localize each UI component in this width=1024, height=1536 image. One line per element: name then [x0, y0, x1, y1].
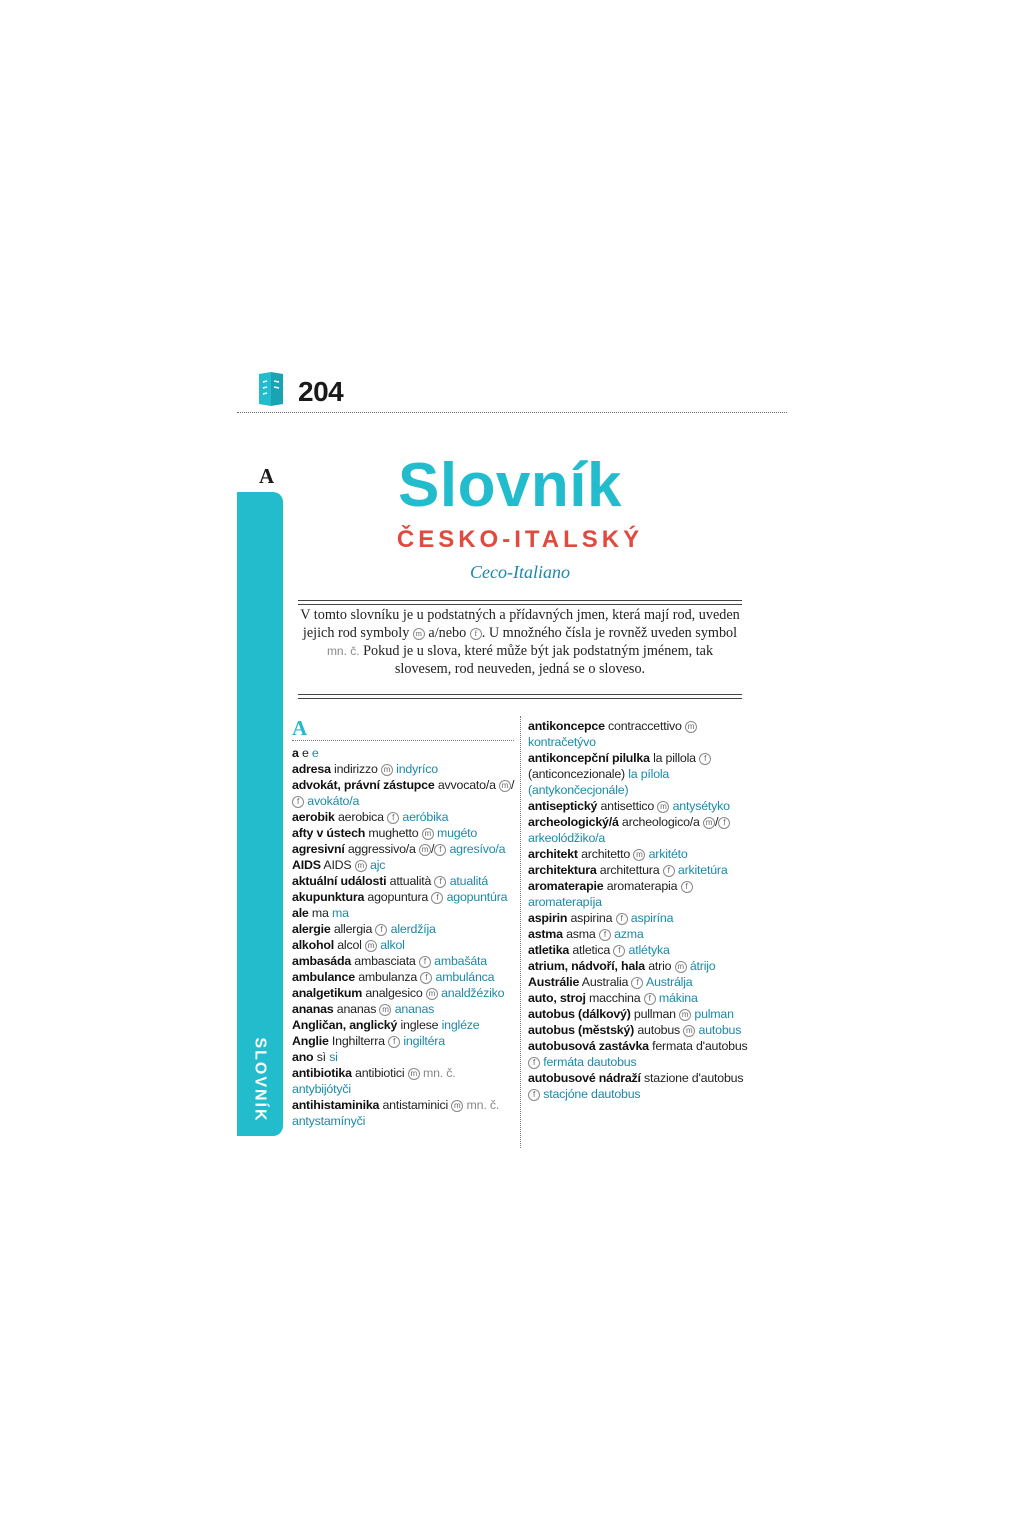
czech-term: ano [292, 1050, 314, 1064]
intro-part-1: V tomto slovníku je u podstatných a přídavných jmen, která mají rod, uveden jejich rod symboly [300, 607, 740, 641]
italian-term: analgesico [365, 986, 423, 1000]
intro-part-3: . U množného čísla je rovněž uveden symbol [481, 625, 738, 641]
italian-term: aspirina [570, 911, 613, 925]
czech-term: architekt [528, 847, 578, 861]
pronunciation: la pílola (antykončecjonále) [528, 767, 670, 797]
pronunciation: mákina [658, 991, 698, 1005]
czech-term: auto, stroj [528, 991, 586, 1005]
side-tab-label-box [237, 1036, 283, 1124]
plural-marker: mn. č. [422, 1066, 456, 1080]
dictionary-entry: advokát, právní zástupce avvocato/a m /f avokáto/a [292, 778, 515, 808]
intro-part-2: a/nebo [428, 625, 467, 641]
czech-term: akupunktura [292, 890, 365, 904]
masculine-icon: m [408, 1068, 420, 1080]
masculine-icon: m [365, 940, 377, 952]
dictionary-entry [292, 969, 516, 985]
masculine-icon: m [451, 1100, 463, 1112]
dictionary-entry [528, 910, 750, 926]
feminine-icon: f [718, 817, 730, 829]
italian-term: ananas [336, 1002, 377, 1016]
dictionary-entry [292, 1097, 516, 1129]
czech-term: advokát, právní zástupce [292, 778, 435, 792]
masculine-icon: m [426, 988, 438, 1000]
pronunciation: Austrálja [646, 975, 693, 989]
italian-term: pullman [633, 1007, 676, 1021]
italian-term: alcol [337, 938, 362, 952]
italian-term: Australia [581, 975, 629, 989]
page-title: Slovník [397, 451, 622, 520]
intro-top-rule [298, 600, 742, 605]
dictionary-entry [528, 846, 750, 862]
italian-term: la pillola [653, 751, 696, 765]
italian-term: mughetto [368, 826, 419, 840]
dictionary-entry [292, 921, 516, 937]
dictionary-entry [292, 857, 516, 873]
page-subtitle: ČESKO-ITALSKÝ [396, 526, 644, 553]
pronunciation: avokáto/a [307, 794, 360, 808]
italian-term: architettura [599, 863, 660, 877]
page-subtitle-italian: Ceco-Italiano [470, 562, 570, 582]
czech-term: analgetikum [292, 986, 363, 1000]
italian-term: macchina [588, 991, 641, 1005]
czech-term: aspirin [528, 911, 568, 925]
italian-term: allergia [333, 922, 373, 936]
italian-term: attualità [389, 874, 432, 888]
dictionary-entry: agresivní aggressivo/a m / f agresívo/a [292, 842, 506, 856]
czech-term: antiseptický [528, 799, 598, 813]
dictionary-entry [292, 1049, 516, 1065]
pronunciation: arkitéto [648, 847, 688, 861]
feminine-icon: f [434, 844, 446, 856]
dictionary-entry [528, 878, 750, 910]
czech-term: ambulance [292, 970, 355, 984]
dictionary-column-2 [528, 718, 750, 1102]
feminine-icon: f [663, 865, 675, 877]
italian-term: asma [566, 927, 596, 941]
side-tab-label: SLOVNÍK [252, 1037, 269, 1123]
italian-term: fermata d'autobus [652, 1039, 748, 1053]
masculine-icon: m [657, 801, 669, 813]
masculine-icon: m [675, 961, 687, 973]
masculine-icon: m [499, 780, 511, 792]
italian-term-extra: (anticoncezionale) [528, 767, 625, 781]
italian-term: indirizzo [334, 762, 378, 776]
pronunciation: azma [614, 927, 644, 941]
dictionary-entry [528, 990, 750, 1006]
czech-term: autobus (městský) [528, 1023, 635, 1037]
side-index-letter: A [259, 464, 275, 488]
dictionary-entry [292, 937, 516, 953]
dictionary-entry [528, 958, 750, 974]
dictionary-entry [528, 974, 750, 990]
pronunciation: alerdžíja [390, 922, 436, 936]
czech-term: antikoncepce [528, 719, 605, 733]
pronunciation: ingléze [441, 1018, 480, 1032]
czech-term: adresa [292, 762, 331, 776]
italian-term: aggressivo/a [347, 842, 416, 856]
dictionary-column-1 [292, 716, 516, 1129]
italian-term: Inghilterra [331, 1034, 385, 1048]
dictionary-entry [528, 1006, 750, 1022]
czech-term: alergie [292, 922, 331, 936]
pronunciation: alkol [380, 938, 405, 952]
italian-term: agopuntura [367, 890, 429, 904]
italian-term: sì [316, 1050, 326, 1064]
czech-term: atletika [528, 943, 570, 957]
dictionary-entry [292, 873, 516, 889]
pronunciation: átrijo [689, 959, 716, 973]
intro-bottom-rule [298, 694, 742, 699]
pronunciation: atualitá [449, 874, 489, 888]
masculine-icon: m [683, 1025, 695, 1037]
czech-term: aktuální události [292, 874, 387, 888]
czech-term: autobusové nádraží [528, 1071, 641, 1085]
dictionary-entry [292, 1001, 516, 1017]
czech-term: autobusová zastávka [528, 1039, 649, 1053]
feminine-icon: f [699, 753, 711, 765]
masculine-icon: m [679, 1009, 691, 1021]
masculine-icon: m [633, 849, 645, 861]
masculine-icon: m [703, 817, 715, 829]
pronunciation: aspirína [630, 911, 674, 925]
czech-term: astma [528, 927, 563, 941]
czech-term: alkohol [292, 938, 334, 952]
italian-term: ma [311, 906, 329, 920]
feminine-icon: f [599, 929, 611, 941]
feminine-icon: f [470, 628, 482, 640]
feminine-icon: f [631, 977, 643, 989]
masculine-icon: m [379, 1004, 391, 1016]
page-number: 204 [298, 376, 344, 407]
czech-term: Austrálie [528, 975, 580, 989]
dictionary-entry [528, 1022, 750, 1038]
column-divider [520, 716, 521, 1148]
plural-symbol: mn. č. [326, 644, 360, 658]
pronunciation: antysétyko [672, 799, 730, 813]
czech-term: AIDS [292, 858, 321, 872]
pronunciation: ingiltéra [403, 1034, 445, 1048]
masculine-icon: m [422, 828, 434, 840]
feminine-icon: f [420, 972, 432, 984]
pronunciation: indyríco [396, 762, 438, 776]
masculine-icon: m [685, 721, 697, 733]
dictionary-entry [528, 750, 750, 798]
pronunciation: agopuntúra [446, 890, 508, 904]
intro-text [298, 606, 742, 678]
czech-term: archeologický/á [528, 815, 619, 829]
dictionary-entry [292, 905, 516, 921]
czech-term: autobus (dálkový) [528, 1007, 631, 1021]
pronunciation: arkeolódžiko/a [528, 831, 606, 845]
pronunciation: aromaterapíja [528, 895, 602, 909]
italian-term: ambulanza [358, 970, 418, 984]
czech-term: antibiotika [292, 1066, 352, 1080]
italian-term: antibiotici [355, 1066, 405, 1080]
pronunciation: agresívo/a [449, 842, 506, 856]
feminine-icon: f [528, 1057, 540, 1069]
dictionary-entry [292, 1033, 516, 1049]
feminine-icon: f [616, 913, 628, 925]
pronunciation: ambašáta [434, 954, 487, 968]
pronunciation: atlétyka [628, 943, 670, 957]
pronunciation: si [329, 1050, 338, 1064]
pronunciation: kontračetývo [528, 735, 596, 749]
italian-term: e [301, 746, 309, 760]
feminine-icon: f [419, 956, 431, 968]
pronunciation: e [311, 746, 319, 760]
dictionary-entry [292, 889, 516, 905]
czech-term: ambasáda [292, 954, 352, 968]
feminine-icon: f [387, 812, 399, 824]
italian-term: contraccettivo [608, 719, 682, 733]
pronunciation: aeróbika [402, 810, 449, 824]
pronunciation: ananas [394, 1002, 435, 1016]
dictionary-entry [292, 1017, 516, 1033]
pronunciation: ambulánca [435, 970, 495, 984]
italian-term: architetto [581, 847, 631, 861]
italian-term: stazione d'autobus [644, 1071, 744, 1085]
czech-term: aromaterapie [528, 879, 604, 893]
masculine-icon: m [419, 844, 431, 856]
dictionary-entry [292, 809, 516, 825]
czech-term: ananas [292, 1002, 334, 1016]
dictionary-entry [528, 942, 750, 958]
czech-term: a [292, 746, 299, 760]
plural-marker: mn. č. [466, 1098, 500, 1112]
dictionary-entry [292, 1065, 516, 1097]
feminine-icon: f [613, 945, 625, 957]
dictionary-entry [292, 953, 516, 969]
intro-part-5: Pokud je u slova, které může být jak podstatným jménem, tak slovesem, rod neuveden, jedná se o sloveso. [363, 643, 714, 677]
czech-term: antihistaminika [292, 1098, 380, 1112]
czech-term: architektura [528, 863, 597, 877]
pronunciation: antystamínyči [292, 1114, 366, 1128]
czech-term: afty v ústech [292, 826, 366, 840]
czech-term: Angličan, anglický [292, 1018, 398, 1032]
letter-heading: A [292, 716, 514, 741]
pronunciation: stacjóne dautobus [543, 1087, 641, 1101]
pronunciation: mugéto [436, 826, 478, 840]
feminine-icon: f [388, 1036, 400, 1048]
czech-term: agresivní [292, 842, 345, 856]
dictionary-entry [528, 1070, 750, 1102]
dictionary-entry [528, 798, 750, 814]
italian-term: atrio [648, 959, 672, 973]
feminine-icon: f [375, 924, 387, 936]
italian-term: antistaminici [382, 1098, 449, 1112]
dictionary-entry: archeologický/á archeologico/a m / f arkeolódžiko/a [528, 814, 750, 846]
dictionary-entry [528, 926, 750, 942]
pronunciation: antybijótyči [292, 1082, 351, 1096]
czech-term: ale [292, 906, 309, 920]
italian-term: autobus [637, 1023, 681, 1037]
dictionary-entry [292, 985, 516, 1001]
pronunciation: autobus [698, 1023, 742, 1037]
italian-term: antisettico [600, 799, 655, 813]
masculine-icon: m [355, 860, 367, 872]
masculine-icon: m [381, 764, 393, 776]
feminine-icon: f [431, 892, 443, 904]
pronunciation: ma [331, 906, 349, 920]
czech-term: aerobik [292, 810, 335, 824]
feminine-icon: f [292, 796, 304, 808]
feminine-icon: f [644, 993, 656, 1005]
header-divider [237, 412, 787, 413]
masculine-icon: m [413, 628, 425, 640]
italian-term: inglese [400, 1018, 439, 1032]
dictionary-entry [528, 862, 750, 878]
dictionary-entry [528, 1038, 750, 1070]
italian-term: ambasciata [354, 954, 416, 968]
dictionary-entry [292, 825, 516, 841]
italian-term: avvocato/a [437, 778, 496, 792]
italian-term: AIDS [323, 858, 352, 872]
book-logo-icon [257, 370, 285, 408]
czech-term: antikoncepční pilulka [528, 751, 650, 765]
italian-term: aromaterapia [606, 879, 678, 893]
pronunciation: fermáta dautobus [543, 1055, 637, 1069]
pronunciation: arkitetúra [677, 863, 728, 877]
dictionary-entry [292, 745, 516, 761]
feminine-icon: f [528, 1089, 540, 1101]
dictionary-entry [292, 761, 516, 777]
czech-term: Anglie [292, 1034, 329, 1048]
feminine-icon: f [681, 881, 693, 893]
italian-term: aerobica [337, 810, 384, 824]
pronunciation: ajc [370, 858, 386, 872]
czech-term: atrium, nádvoří, hala [528, 959, 645, 973]
pronunciation: pulman [694, 1007, 734, 1021]
italian-term: atletica [572, 943, 611, 957]
dictionary-entry [528, 718, 750, 750]
italian-term: archeologico/a [621, 815, 700, 829]
pronunciation: analdžéziko [441, 986, 505, 1000]
feminine-icon: f [434, 876, 446, 888]
